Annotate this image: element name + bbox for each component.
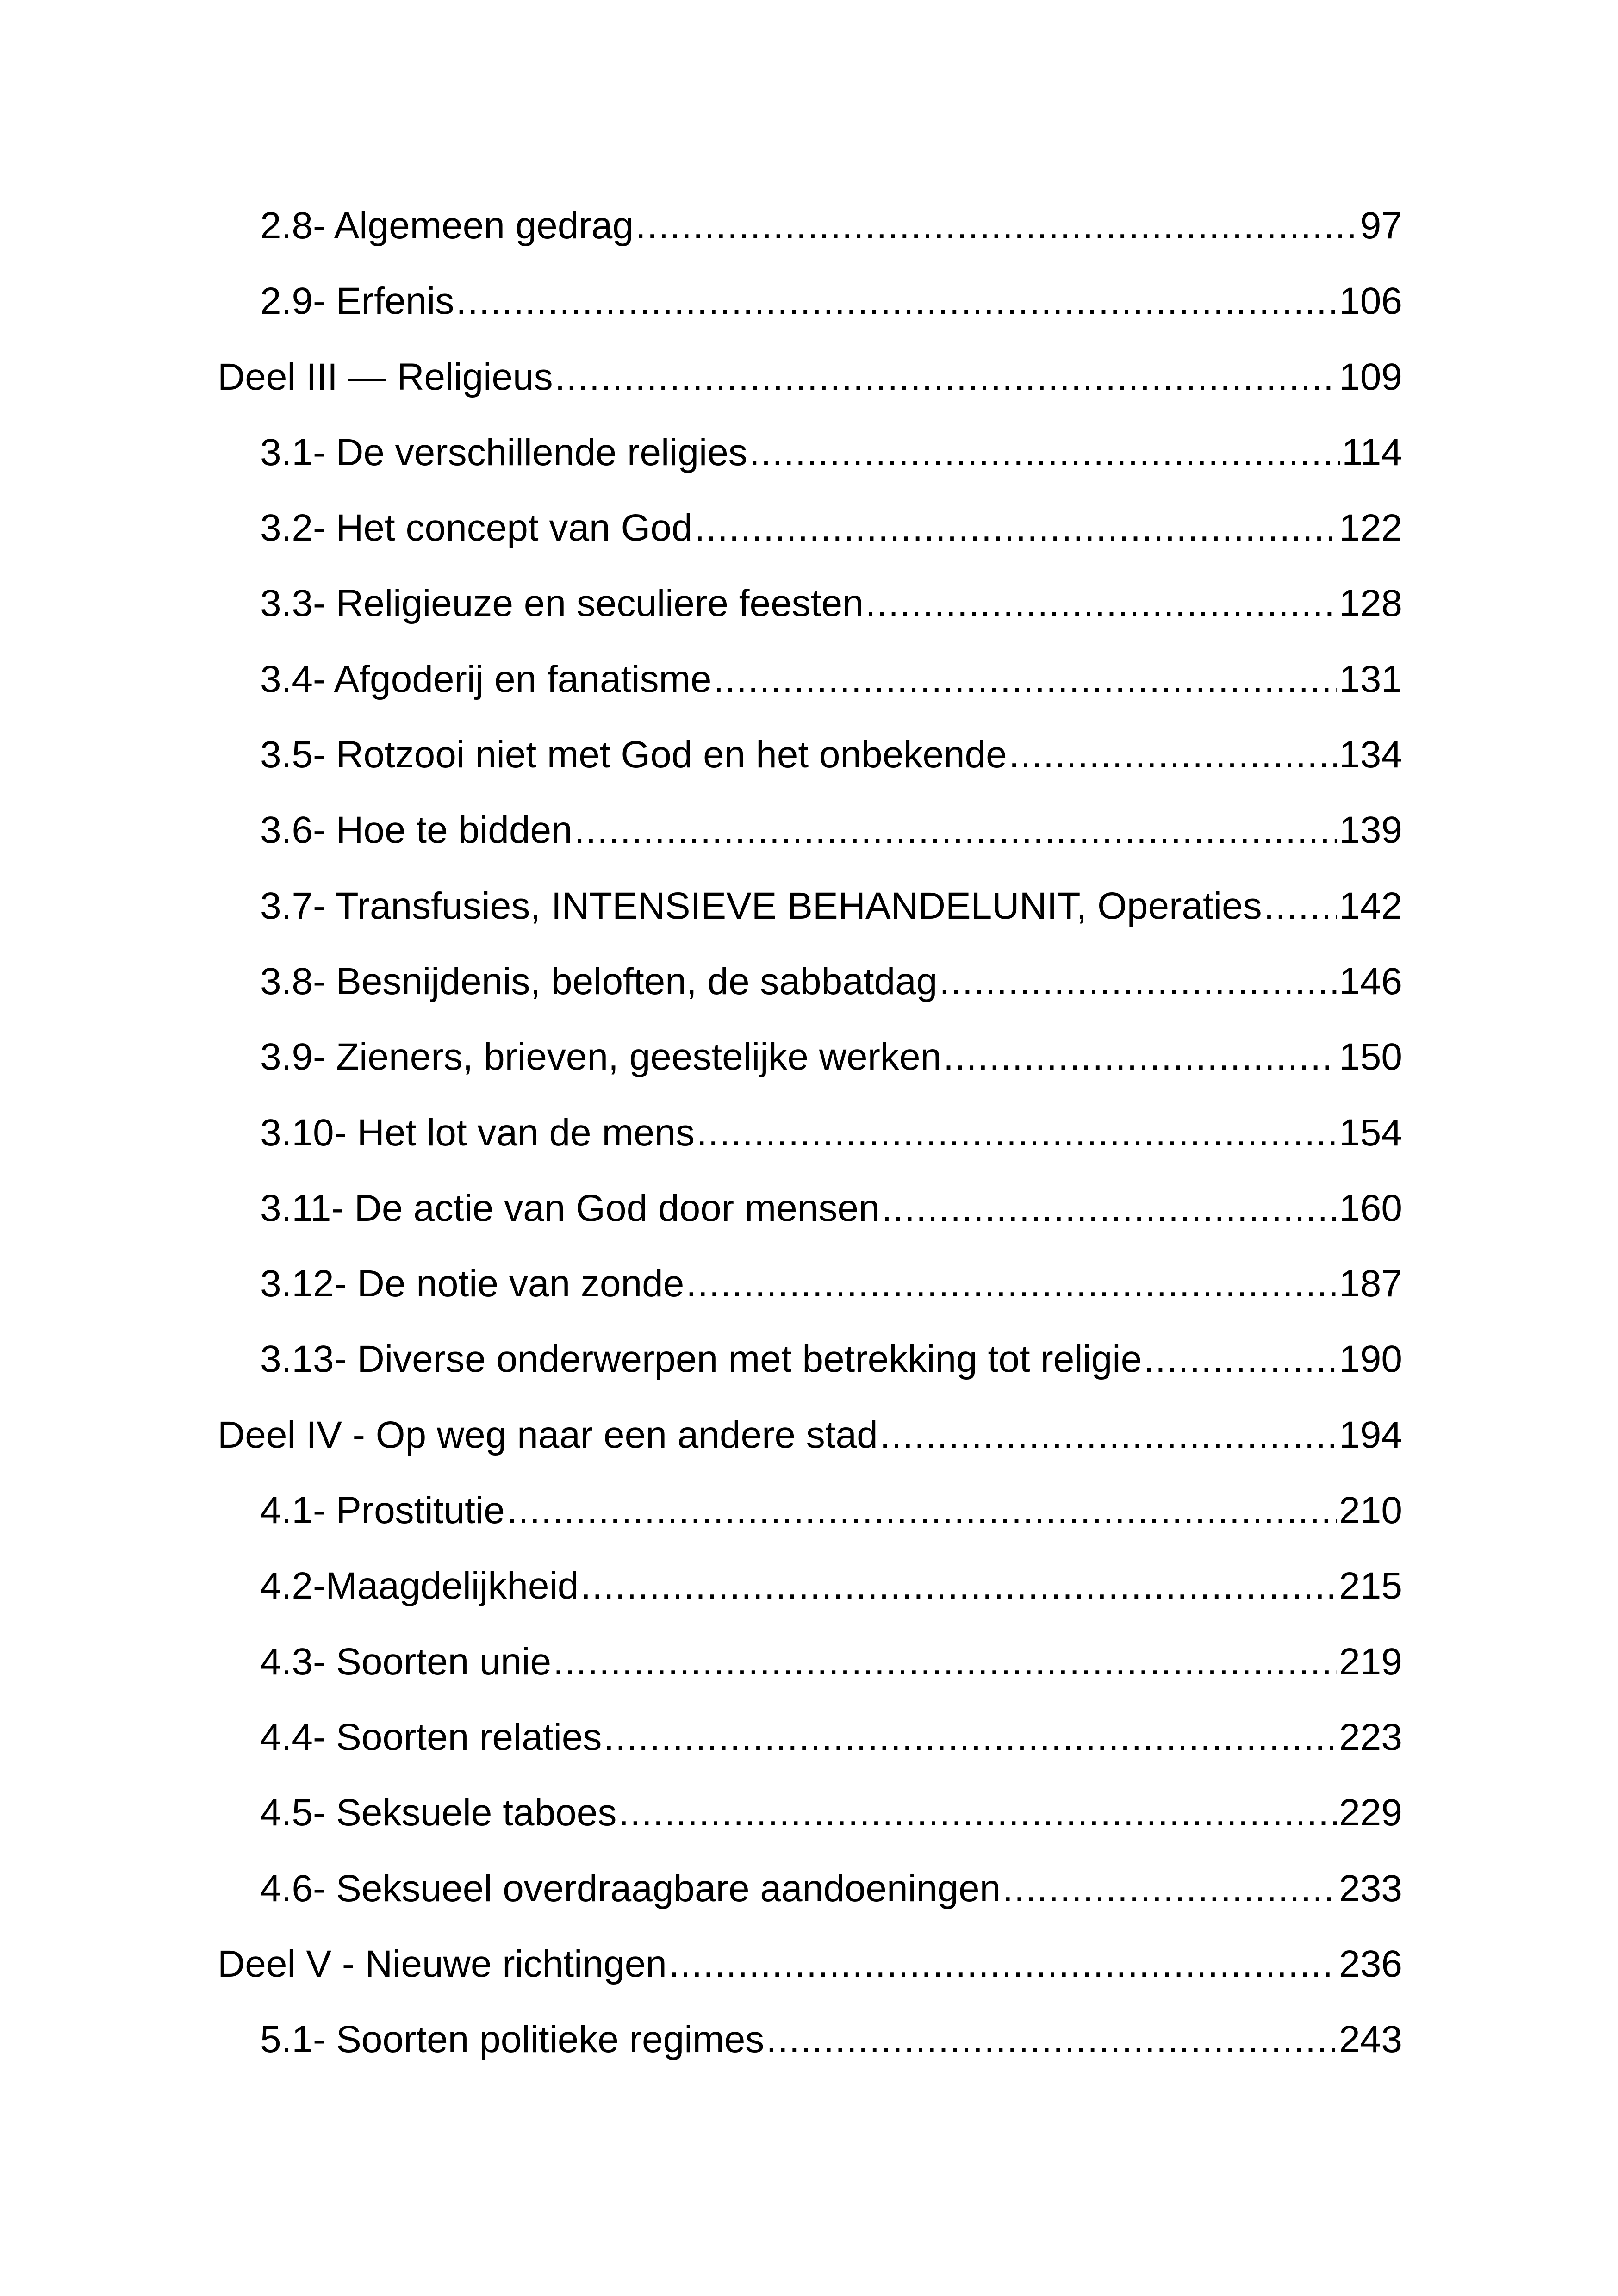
toc-entry-page: 223	[1339, 1716, 1402, 1758]
toc-entry-title: 3.2- Het concept van God	[260, 507, 693, 549]
toc-entry-title: 4.1- Prostitutie	[260, 1489, 505, 1532]
toc-entry-title: 3.7- Transfusies, INTENSIEVE BEHANDELUNIT, Operaties	[260, 884, 1262, 927]
toc-part-entry[interactable]	[218, 1941, 1402, 2016]
toc-entry-title: 3.9- Zieners, brieven, geestelijke werken	[260, 1036, 942, 1078]
toc-entry-title: 4.4- Soorten relaties	[260, 1716, 602, 1758]
toc-entry-title: 3.13- Diverse onderwerpen met betrekking tot religie	[260, 1338, 1142, 1381]
toc-dot-leader	[456, 278, 1337, 324]
toc-entry-page: 142	[1339, 884, 1402, 927]
toc-dot-leader	[1144, 1336, 1337, 1382]
table-of-contents	[218, 203, 1402, 2092]
toc-entry[interactable]	[218, 278, 1402, 354]
toc-entry-title: 3.6- Hoe te bidden	[260, 809, 573, 852]
toc-entry-page: 150	[1339, 1036, 1402, 1078]
toc-entry-page: 194	[1339, 1413, 1402, 1456]
toc-entry[interactable]	[218, 1639, 1402, 1714]
toc-dot-leader	[1002, 1866, 1337, 1912]
toc-entry-page: 146	[1339, 960, 1402, 1002]
toc-entry-title: 3.3- Religieuze en seculiere feesten	[260, 582, 864, 625]
toc-entry-page: 210	[1339, 1489, 1402, 1532]
toc-entry-title: 3.5- Rotzooi niet met God en het onbekende	[260, 734, 1007, 776]
toc-dot-leader	[574, 807, 1337, 853]
toc-dot-leader	[766, 2016, 1337, 2063]
toc-entry-page: 114	[1342, 431, 1402, 473]
toc-entry-title: 2.8- Algemeen gedrag	[260, 205, 634, 247]
toc-entry-page: 215	[1339, 1565, 1402, 1607]
toc-dot-leader	[580, 1563, 1337, 1609]
toc-entry-title: Deel III — Religieus	[218, 355, 553, 398]
toc-entry-title: 3.11- De actie van God door mensen	[260, 1187, 880, 1229]
toc-dot-leader	[943, 1034, 1337, 1080]
toc-entry-page: 160	[1339, 1187, 1402, 1229]
toc-entry-page: 236	[1339, 1942, 1402, 1985]
toc-entry-page: 97	[1360, 205, 1402, 247]
toc-entry-page: 219	[1339, 1640, 1402, 1683]
toc-entry[interactable]	[218, 883, 1402, 958]
toc-entry-title: 4.3- Soorten unie	[260, 1640, 552, 1683]
toc-entry[interactable]	[218, 2016, 1402, 2092]
toc-dot-leader	[749, 429, 1340, 476]
toc-entry-title: 3.12- De notie van zonde	[260, 1263, 685, 1305]
toc-part-entry[interactable]	[218, 354, 1402, 429]
toc-entry[interactable]	[218, 958, 1402, 1034]
toc-entry[interactable]	[218, 1714, 1402, 1790]
toc-entry-title: 4.6- Seksueel overdraagbare aandoeningen	[260, 1867, 1001, 1910]
toc-dot-leader	[713, 656, 1337, 703]
toc-entry-page: 122	[1339, 507, 1402, 549]
toc-entry-page: 154	[1339, 1111, 1402, 1154]
toc-entry[interactable]	[218, 505, 1402, 580]
toc-entry[interactable]	[218, 807, 1402, 883]
toc-entry[interactable]	[218, 1563, 1402, 1638]
toc-entry-title: 5.1- Soorten politieke regimes	[260, 2018, 765, 2061]
toc-dot-leader	[697, 1110, 1337, 1156]
toc-entry-page: 131	[1339, 658, 1402, 700]
toc-entry-page: 233	[1339, 1867, 1402, 1910]
toc-entry-page: 134	[1339, 734, 1402, 776]
toc-dot-leader	[865, 580, 1338, 627]
toc-entry-page: 128	[1339, 582, 1402, 625]
toc-entry[interactable]	[218, 1261, 1402, 1336]
toc-entry[interactable]	[218, 1790, 1402, 1865]
toc-dot-leader	[1009, 732, 1337, 778]
toc-dot-leader	[939, 958, 1337, 1005]
toc-dot-leader	[555, 354, 1338, 400]
toc-dot-leader	[686, 1261, 1337, 1307]
toc-entry-title: 2.9- Erfenis	[260, 280, 454, 323]
toc-entry-title: 4.2-Maagdelijkheid	[260, 1565, 579, 1607]
toc-entry-title: 3.8- Besnijdenis, beloften, de sabbatdag	[260, 960, 938, 1002]
toc-dot-leader	[694, 505, 1337, 551]
toc-entry-page: 229	[1339, 1792, 1402, 1834]
toc-dot-leader	[635, 203, 1358, 249]
toc-entry-title: Deel IV - Op weg naar een andere stad	[218, 1413, 878, 1456]
toc-entry-title: 3.4- Afgoderij en fanatisme	[260, 658, 712, 700]
toc-dot-leader	[669, 1941, 1337, 1987]
toc-entry-title: 3.10- Het lot van de mens	[260, 1111, 695, 1154]
toc-entry[interactable]	[218, 732, 1402, 807]
toc-entry-page: 106	[1339, 280, 1402, 323]
toc-entry[interactable]	[218, 580, 1402, 656]
toc-part-entry[interactable]	[218, 1412, 1402, 1487]
toc-dot-leader	[882, 1185, 1338, 1232]
toc-entry[interactable]	[218, 429, 1402, 505]
toc-entry-title: Deel V - Nieuwe richtingen	[218, 1942, 667, 1985]
toc-entry-page: 109	[1339, 355, 1402, 398]
toc-entry-page: 190	[1339, 1338, 1402, 1381]
toc-dot-leader	[1264, 883, 1338, 929]
toc-dot-leader	[604, 1714, 1337, 1761]
toc-dot-leader	[880, 1412, 1337, 1458]
toc-dot-leader	[553, 1639, 1337, 1685]
toc-entry[interactable]	[218, 1336, 1402, 1412]
toc-entry[interactable]	[218, 1185, 1402, 1261]
toc-dot-leader	[507, 1487, 1337, 1534]
toc-entry-title: 3.1- De verschillende religies	[260, 431, 747, 473]
toc-entry-page: 139	[1339, 809, 1402, 852]
toc-entry-title: 4.5- Seksuele taboes	[260, 1792, 617, 1834]
toc-entry-page: 243	[1339, 2018, 1402, 2061]
toc-dot-leader	[618, 1790, 1337, 1836]
toc-entry[interactable]	[218, 1487, 1402, 1563]
toc-entry-page: 187	[1339, 1263, 1402, 1305]
toc-entry[interactable]	[218, 203, 1402, 278]
toc-entry[interactable]	[218, 1866, 1402, 1941]
toc-entry[interactable]	[218, 1110, 1402, 1185]
toc-entry[interactable]	[218, 656, 1402, 732]
toc-entry[interactable]	[218, 1034, 1402, 1109]
